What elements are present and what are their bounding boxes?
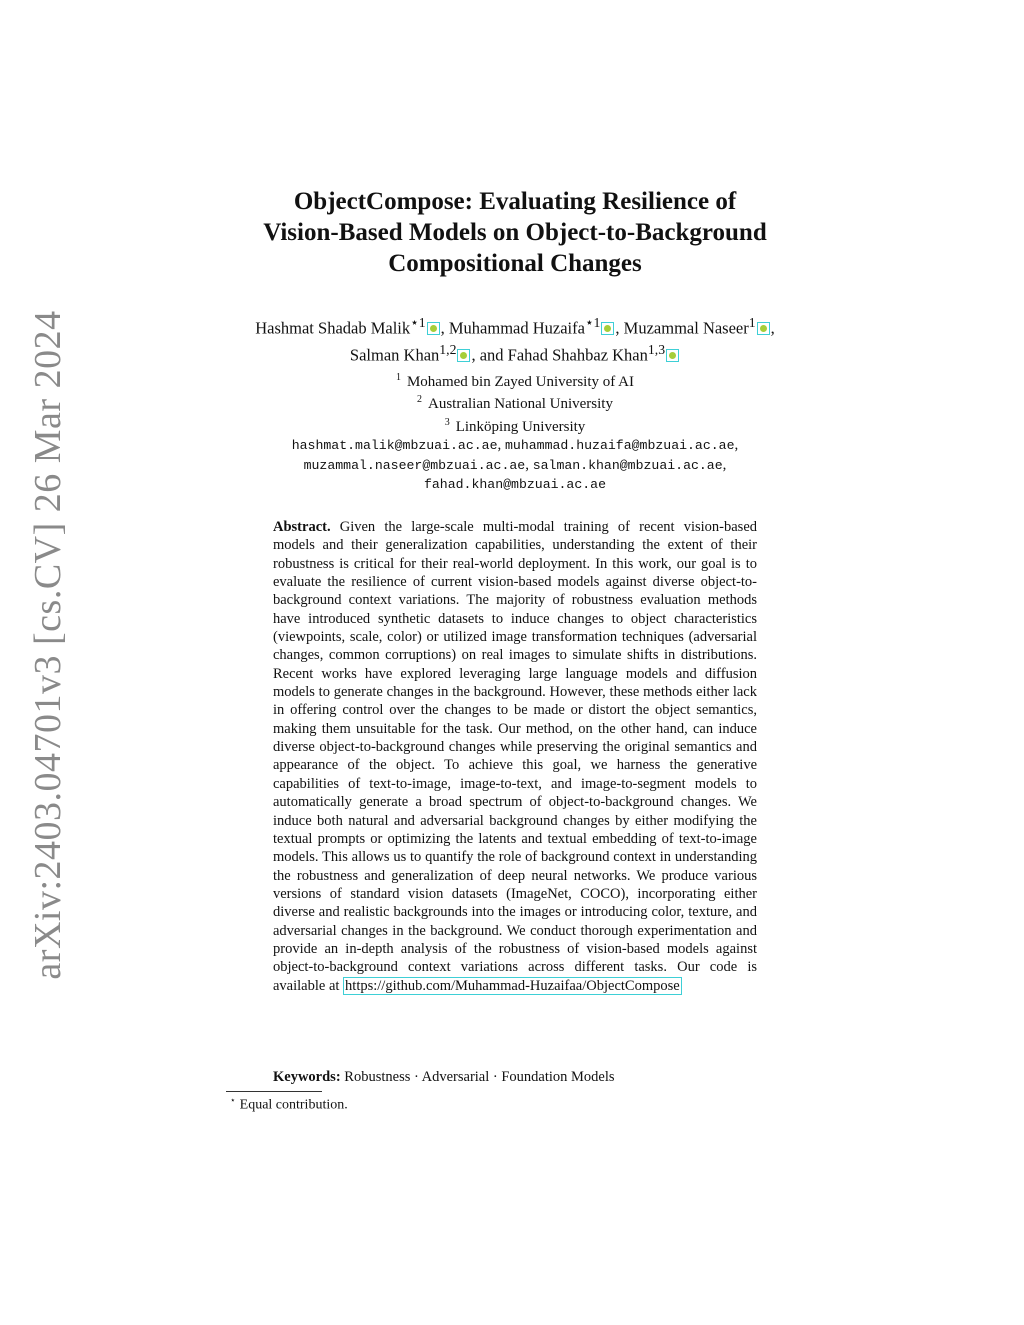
author-name: Hashmat Shadab Malik [255, 318, 411, 338]
orcid-icon[interactable] [666, 349, 679, 362]
affiliation-name: Linköping University [455, 418, 586, 435]
keywords-text: Robustness · Adversarial · Foundation Models [344, 1069, 615, 1085]
author-name: Salman Khan [349, 345, 440, 364]
email-link[interactable]: muzammal.naseer@mbzuai.ac.ae [303, 457, 526, 473]
email-link[interactable]: muhammad.huzaifa@mbzuai.ac.ae [505, 438, 735, 454]
orcid-icon[interactable] [457, 349, 470, 362]
author-marks: ⋆1 [584, 315, 601, 330]
author-list [200, 312, 830, 365]
affiliations: $^1$ Mohamed bin Zayed University of AI $^2$ Australian National University $^3$ Linköping University hashmat.malik@mbzuai.ac.ae, muhammad.huzaifa@mbzuai.ac.ae, muzammal.naseer@mbzuai.ac.ae, salman.khan@mbzuai.ac.ae, fahad.khan@mbzuai.ac.ae [291, 372, 739, 493]
affiliation-name: Mohamed bin Zayed University of AI [406, 374, 635, 390]
orcid-icon[interactable] [757, 322, 770, 335]
arxiv-id: arXiv:2403.04701v3 [cs.CV] 26 Mar 2024 [27, 310, 69, 980]
code-link[interactable]: https://github.com/Muhammad-Huzaifaa/ObjectCompose [345, 977, 680, 994]
affiliation-number: 2 [417, 394, 423, 406]
email-link[interactable]: salman.khan@mbzuai.ac.ae [532, 457, 723, 473]
author-sep: , and [471, 345, 508, 364]
author-sep: , [770, 318, 775, 338]
keywords [273, 1069, 757, 1086]
footnote-mark: ⋆ [230, 1095, 236, 1105]
author-marks: ⋆1 [410, 315, 426, 330]
author-marks: 1,3 [647, 341, 666, 357]
author-name: Muzammal Naseer [623, 318, 749, 338]
affiliation-name: Australian National University [428, 396, 613, 413]
author-marks: 1,2 [439, 341, 457, 357]
email-link[interactable]: fahad.khan@mbzuai.ac.ae [423, 477, 607, 493]
abstract [273, 518, 757, 995]
orcid-icon[interactable] [427, 322, 440, 335]
author-marks: 1 [748, 315, 756, 330]
author-name: Fahad Shahbaz Khan [507, 345, 648, 364]
affiliation-number: 3 [444, 416, 450, 428]
footnote-rule [226, 1091, 322, 1092]
title-line: Vision-Based Models on Object-to-Background [263, 219, 767, 246]
abstract-label: Abstract. [273, 519, 331, 535]
author-sep: , [615, 318, 624, 338]
footnote-text: Equal contribution. [239, 1097, 348, 1113]
email-link[interactable]: hashmat.malik@mbzuai.ac.ae [291, 438, 498, 454]
affiliation-number: 1 [395, 372, 401, 383]
abstract-text: Given the large-scale multi-modal training of recent vision-based models and their generalization capabilities, understanding the extent of their robustness is critical for their real-world deployment. In this work, our goal is to evaluate the resilience of current vision-based models against diverse object-to-background context variations. The majority of robustness evaluation methods have introduced synthetic datasets to induce changes to object characteristics (viewpoints, scale, color) or utilized image transformation techniques (adversarial changes, common corruptions) on real images to simulate shifts in distributions. Recent works have explored leveraging large language models and diffusion models to generate changes in the background. However, these methods either lack in offering control over the changes to be made or distort the object semantics, making them unsuitable for the task. Our method, on the other hand, can induce diverse object-to-background changes while preserving the original semantics and appearance of the object. To achieve this goal, we harness the generative capabilities of text-to-image, image-to-text, and image-to-segment models to automatically generate a broad spectrum of object-to-background changes. We induce both natural and adversarial background changes by either modifying the textual prompts or optimizing the latents and textual embedding of text-to-image models. This allows us to quantify the role of background context in understanding the robustness and generalization of deep neural networks. We produce various versions of standard vision datasets (ImageNet, COCO), incorporating either diverse and realistic backgrounds into the images or introducing color, texture, and adversarial changes in the background. We conduct thorough experimentation and provide an in-depth analysis of the robustness of vision-based models against object-to-background context variations across different tasks. Our code is available at [273, 519, 758, 994]
footnote [230, 1095, 348, 1114]
author-sep: , [440, 318, 449, 338]
author-name: Muhammad Huzaifa [448, 318, 585, 338]
arxiv-sidebar [27, 310, 69, 980]
keywords-label: Keywords: [273, 1069, 341, 1085]
orcid-icon[interactable] [601, 322, 614, 335]
paper-title [200, 186, 830, 279]
title-line: ObjectCompose: Evaluating Resilience of [293, 188, 737, 215]
title-line: Compositional Changes [388, 250, 642, 277]
